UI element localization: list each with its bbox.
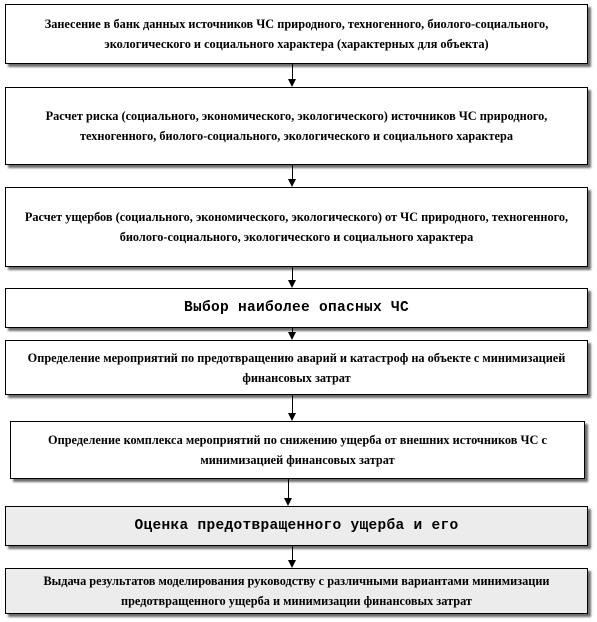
- arrow-down: [288, 64, 297, 87]
- step-risk-calculation: [5, 87, 588, 165]
- step-results-output: [5, 568, 588, 614]
- step-label: Расчет ущербов (социального, экономического, экологического) от ЧС природного, техногенного, биолого-социального, экологического и социального характера: [24, 210, 569, 244]
- step-damage-reduction-measures: [10, 421, 585, 479]
- step-label: Занесение в банк данных источников ЧС природного, техногенного, биолого-социального, экологического и социального характера (характерных для объекта): [44, 17, 549, 51]
- arrow-down: [288, 328, 297, 340]
- step-data-bank-entry: [5, 4, 588, 64]
- step-label: Выдача результатов моделирования руководству с различными вариантами минимизации предотвращенного ущерба и минимизации финансовых затрат: [43, 574, 550, 608]
- step-label: Определение комплекса мероприятий по снижению ущерба от внешних источников ЧС с минимизацией финансовых затрат: [48, 433, 547, 467]
- step-select-most-dangerous: [5, 288, 588, 328]
- step-prevention-measures: [5, 340, 588, 395]
- arrow-down: [288, 165, 297, 187]
- arrow-down: [284, 479, 293, 506]
- step-label: Выбор наиболее опасных ЧС: [183, 300, 410, 316]
- arrow-down: [288, 395, 297, 421]
- step-label: Расчет риска (социального, экономического, экологического) источников ЧС природного, техногенного, биолого-социального, экологического и социального характера: [45, 109, 548, 143]
- arrow-down: [288, 546, 297, 568]
- step-label: Определение мероприятий по предотвращению аварий и катастроф на объекте с минимизацией финансовых затрат: [27, 350, 566, 385]
- step-damage-calculation: [5, 187, 588, 267]
- step-prevented-damage-assessment: [5, 506, 588, 546]
- arrow-down: [288, 267, 297, 288]
- step-label: Оценка предотвращенного ущерба и его: [134, 518, 459, 534]
